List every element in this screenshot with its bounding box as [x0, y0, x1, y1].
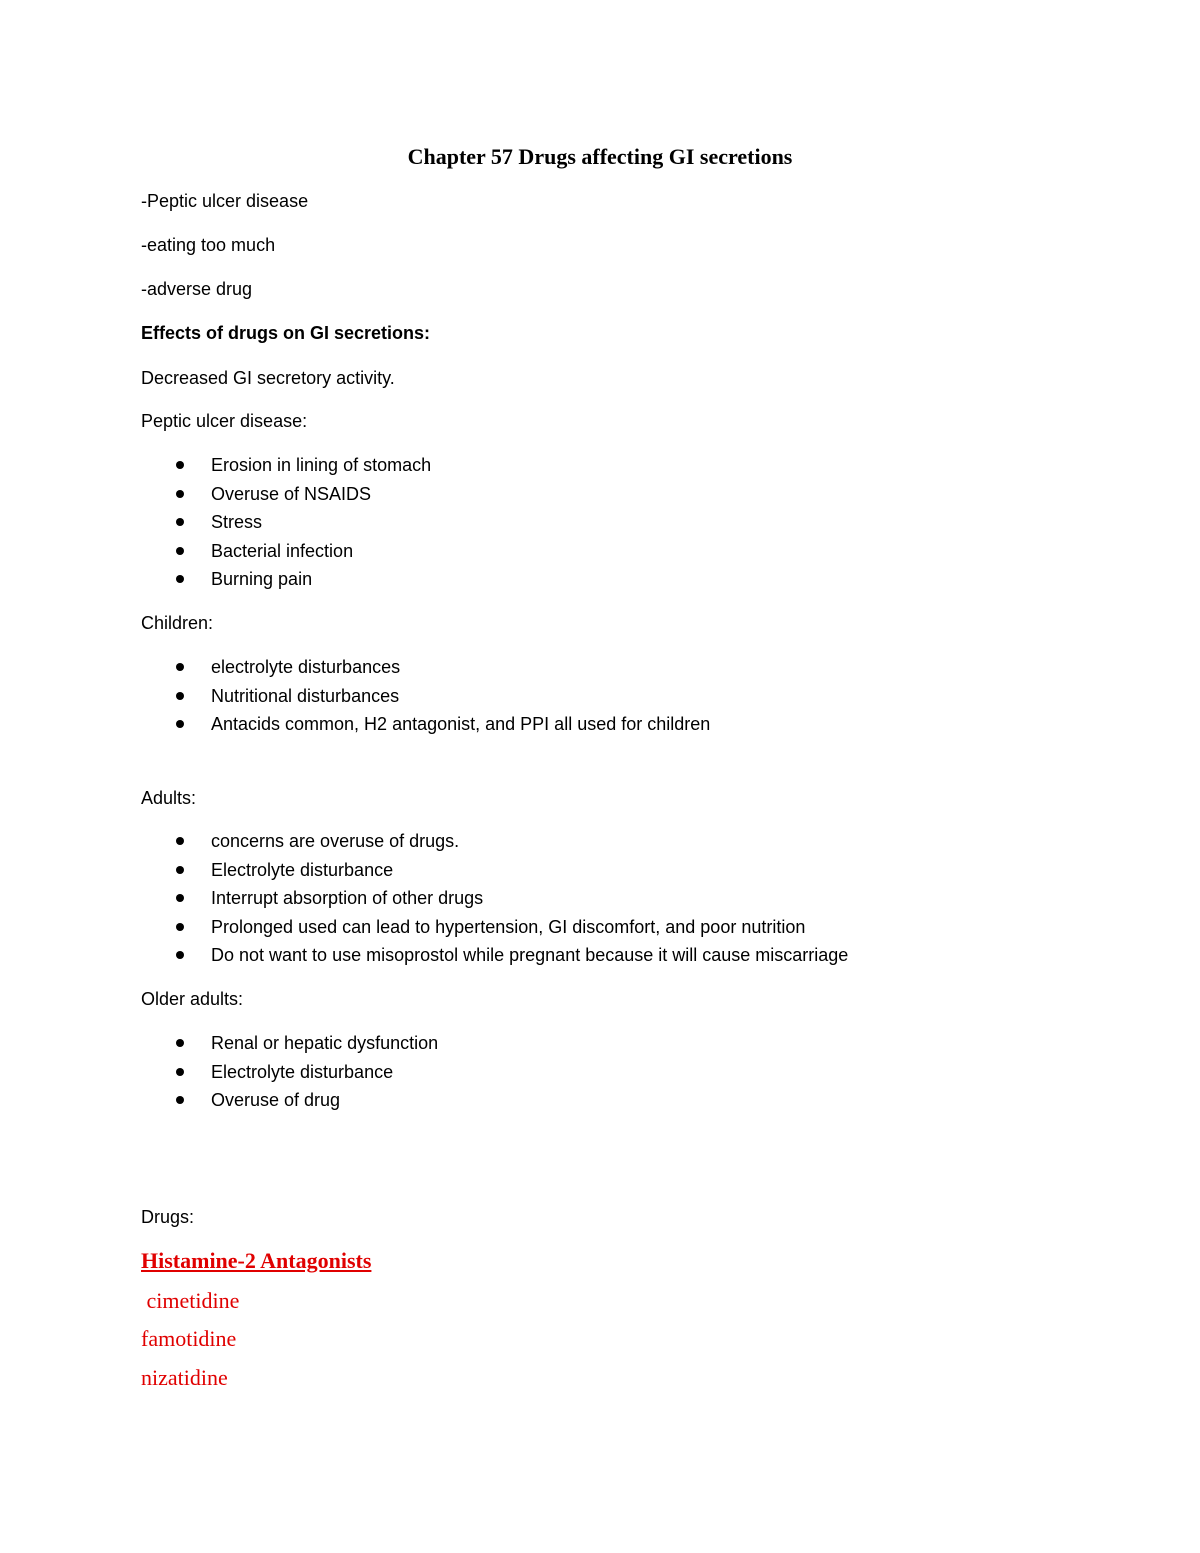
section-heading-older-adults: Older adults: — [141, 989, 244, 1009]
drug-name-cimetidine: cimetidine — [141, 1288, 240, 1313]
bullet-icon — [176, 692, 184, 700]
section-heading-peptic-ulcer: Peptic ulcer disease: — [141, 411, 308, 431]
section-heading-adults: Adults: — [141, 788, 197, 808]
bullet-icon — [176, 1039, 184, 1047]
section-heading-children: Children: — [141, 613, 214, 633]
drug-name-nizatidine: nizatidine — [141, 1365, 228, 1390]
document-page: Chapter 57 Drugs affecting GI secretions -Peptic ulcer disease -eating too much -adverse drug Effects of drugs on GI secretions: Decreased GI secretory activity. Peptic ulcer disease: Erosion in lining of stomach Overuse of NSAIDS Stress Bacterial infection Burning pain Children: electrolyte disturbances Nutritional disturbances Antacids common, H2 antagonist, and PPI all used for children Adults: concerns are overuse of drugs. Electrolyte disturbance Interrupt absorption of other drugs Prolonged used can lead to hypertension, GI discomfort, and poor nutrition Do not want to use misoprostol while pregnant because it will cause miscarriage Older adults: Renal or hepatic dysfunction Electrolyte disturbance Overuse of drug Drugs: Histamine-2 Antagonists cimetidine famotidine nizatidine — [0, 0, 1200, 1553]
bullet-icon — [176, 461, 184, 469]
bullet-icon — [176, 720, 184, 728]
bullet-icon — [176, 1096, 184, 1104]
bullet-icon — [176, 951, 184, 959]
intro-line-adverse-drug: -adverse drug — [141, 279, 253, 299]
bullet-icon — [176, 1068, 184, 1076]
bullet-icon — [176, 547, 184, 555]
effects-heading: Effects of drugs on GI secretions: — [141, 323, 431, 343]
page-title: Chapter 57 Drugs affecting GI secretions — [407, 144, 793, 169]
drug-name-famotidine: famotidine — [141, 1326, 237, 1351]
bullet-icon — [176, 575, 184, 583]
drugs-heading: Drugs: — [141, 1207, 195, 1227]
bullet-icon — [176, 923, 184, 931]
bullet-icon — [176, 663, 184, 671]
bullet-icon — [176, 894, 184, 902]
bullet-icon — [176, 837, 184, 845]
bullet-icon — [176, 518, 184, 526]
intro-line-eating: -eating too much — [141, 235, 276, 255]
effects-line: Decreased GI secretory activity. — [141, 368, 395, 388]
bullet-icon — [176, 866, 184, 874]
intro-line-peptic-ulcer: -Peptic ulcer disease — [141, 191, 309, 211]
bullet-icon — [176, 490, 184, 498]
drug-class-heading: Histamine-2 Antagonists — [141, 1248, 372, 1273]
